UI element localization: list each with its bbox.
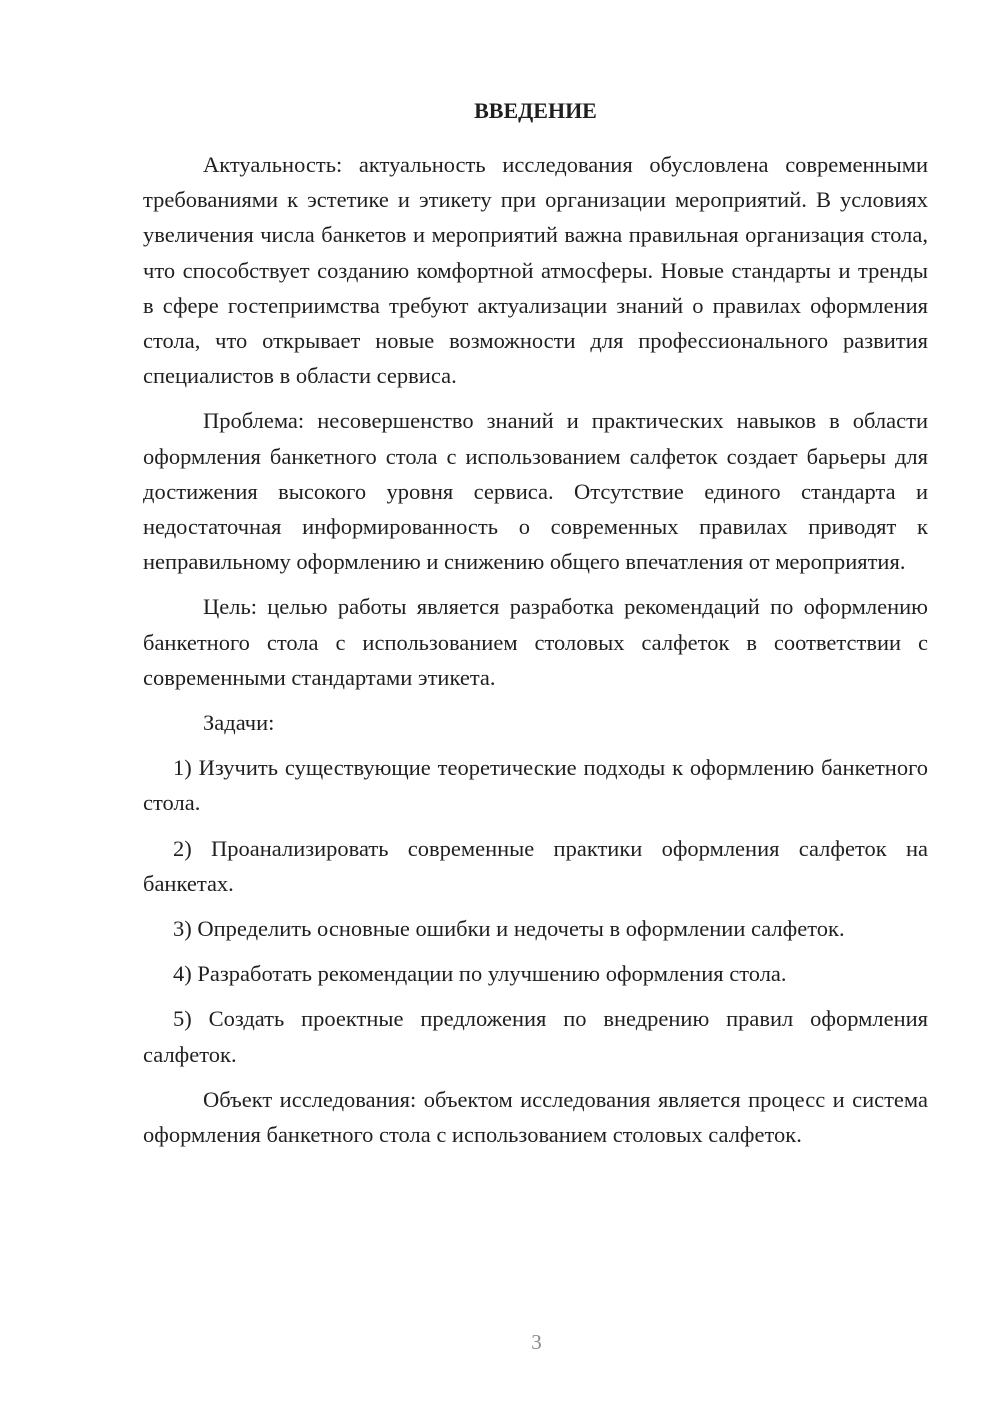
task-item: 4) Разработать рекомендации по улучшению оформления стола. (173, 961, 787, 987)
tasks-list (143, 750, 928, 1072)
tasks-title: Задачи: (203, 710, 275, 736)
paragraph-relevance: Актуальность: актуальность исследования обусловлена современными требованиями к эстетике и этикету при организации мероприятий. В условиях увеличения числа банкетов и мероприятий важна правильная организация стола, что способствует созданию комфортной атмосферы. Новые стандарты и тренды в сфере гостеприимства требуют актуализации знаний о правилах оформления стола, что открывает новые возможности для профессионального развития специалистов в области сервиса. (143, 152, 928, 389)
task-item: 2) Проанализировать современные практики оформления салфеток на банкетах. (143, 835, 928, 896)
task-item: 1) Изучить существующие теоретические подходы к оформлению банкетного стола. (143, 755, 928, 816)
paragraph-object: Объект исследования: объектом исследования является процесс и система оформления банкетного стола с использованием столовых салфеток. (143, 1086, 928, 1148)
section-heading: ВВЕДЕНИЕ (474, 98, 597, 123)
task-item: 5) Создать проектные предложения по внедрению правил оформления салфеток. (143, 1006, 928, 1067)
page-content (143, 93, 928, 1162)
paragraph-goal: Цель: целью работы является разработка рекомендаций по оформлению банкетного стола с использованием столовых салфеток в соответствии с современными стандартами этикета. (143, 594, 928, 690)
task-item: 3) Определить основные ошибки и недочеты в оформлении салфеток. (173, 916, 845, 942)
page-number: 3 (531, 1330, 542, 1354)
paragraph-problem: Проблема: несовершенство знаний и практических навыков в области оформления банкетного стола с использованием салфеток создает барьеры для достижения высокого уровня сервиса. Отсутствие единого стандарта и недостаточная информированность о современных правилах приводят к неправильному оформлению и снижению общего впечатления от мероприятия. (143, 408, 928, 575)
